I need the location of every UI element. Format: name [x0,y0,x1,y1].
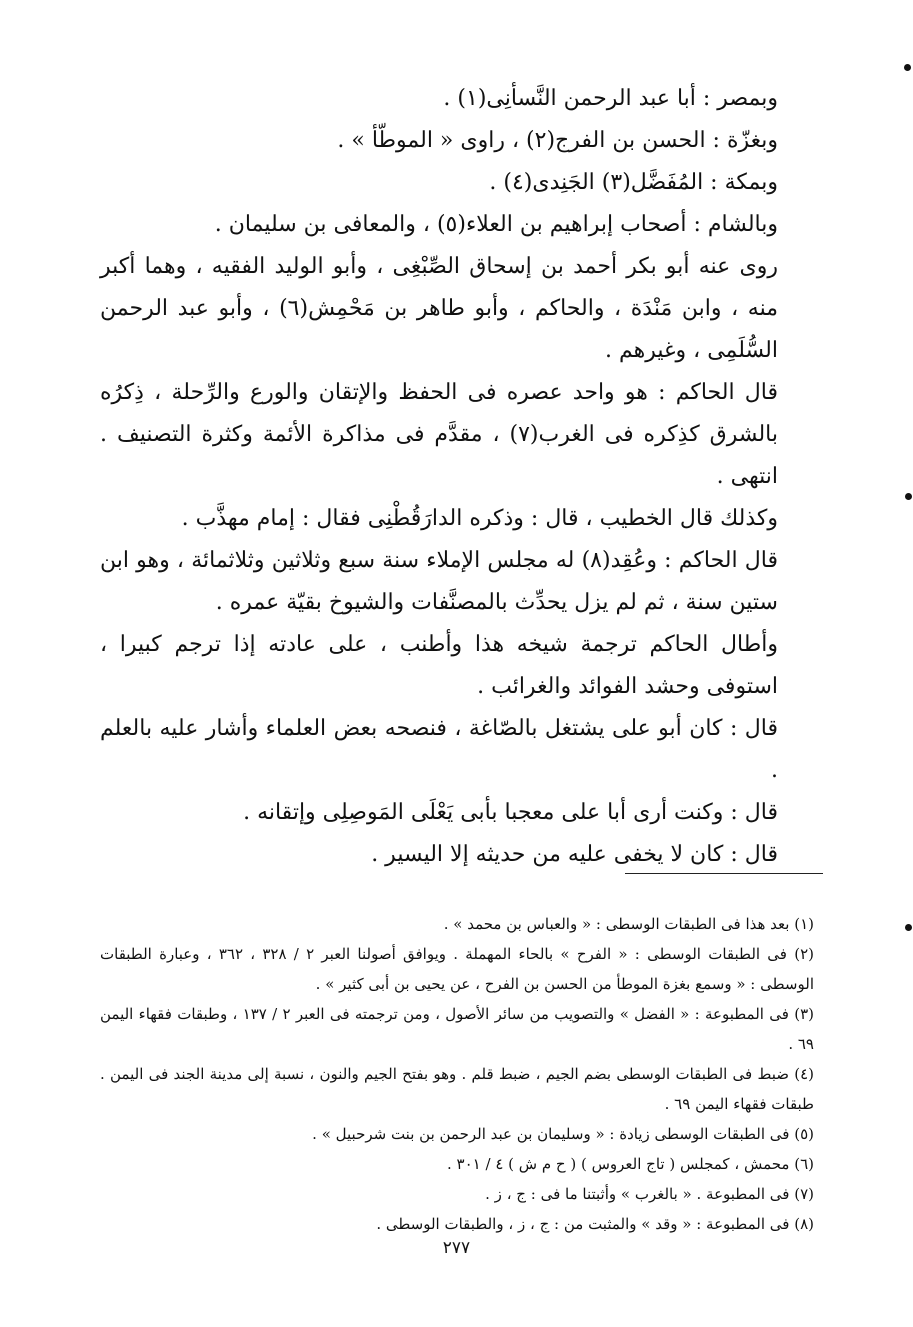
paragraph: قال الحاكم : هو واحد عصره فى الحفظ والإتقان والورع والرِّحلة ، ذِكرُه بالشرق كذِكره فى الغرب(٧) ، مقدَّم فى مذاكرة الأئمة وكثرة التصنيف . انتهى . [100,380,779,489]
footnotes [100,909,814,1239]
paragraph: قال : كان لا يخفى عليه من حديثه إلا اليسير . [371,842,778,867]
paragraph: روى عنه أبو بكر أحمد بن إسحاق الصِّبْغِى ، وأبو الوليد الفقيه ، وهما أكبر منه ، وابن مَنْدَة ، والحاكم ، وأبو طاهر بن مَحْمِش(٦) ، وأبو عبد الرحمن السُّلَمِى ، وغيرهم . [100,254,778,363]
footnote: (٣) فى المطبوعة : « الفضل » والتصويب من سائر الأصول ، ومن ترجمته فى العبر ٢ / ١٣٧ ، وطبقات فقهاء اليمن ٦٩ . [100,1005,814,1053]
paragraph: وأطال الحاكم ترجمة شيخه هذا وأطنب ، على عادته إذا ترجم كبيرا ، استوفى وحشد الفوائد والغرائب . [100,632,778,699]
paragraph: قال : وكنت أرى أبا على معجبا بأبى يَعْلَى المَوصِلِى وإتقانه . [243,800,778,825]
paragraph: قال : كان أبو على يشتغل بالصّاغة ، فنصحه بعض العلماء وأشار عليه بالعلم . [100,716,778,783]
page-number: ٢٧٧ [442,1238,471,1258]
text-line: وبمكة : المُفَضَّل(٣) الجَنِدى(٤) . [489,170,778,195]
text-line: وبالشام : أصحاب إبراهيم بن العلاء(٥) ، والمعافى بن سليمان . [214,212,778,237]
footnote: (٦) محمش ، كمجلس ( تاج العروس ) ( ح م ش ) ٤ / ٣٠١ . [447,1155,814,1173]
main-text [100,78,814,876]
footnote: (٤) ضبط فى الطبقات الوسطى بضم الجيم ، ضبط قلم . وهو بفتح الجيم والنون ، نسبة إلى مدينة الجند فى اليمن . طبقات فقهاء اليمن ٦٩ . [100,1065,814,1113]
paragraph: قال الحاكم : وعُقِد(٨) له مجلس الإملاء سنة سبع وثلاثين وثلاثمائة ، وهو ابن ستين سنة ، ثم لم يزل يحدِّث بالمصنَّفات والشيوخ بقيّة عمره . [100,548,778,615]
footnote-separator [625,873,823,874]
footnote: (٨) فى المطبوعة : « وقد » والمثبت من : ج ، ز ، والطبقات الوسطى . [376,1215,814,1233]
paragraph: وكذلك قال الخطيب ، قال : وذكره الدارَقُطْنِى فقال : إمام مهذَّب . [181,506,778,531]
margin-mark [904,64,911,71]
margin-mark [905,493,912,500]
footnote: (٧) فى المطبوعة . « بالغرب » وأثبتنا ما فى : ج ، ز . [485,1185,814,1203]
text-line: وبغزّة : الحسن بن الفرج(٢) ، راوى « الموطّأ » . [337,128,778,153]
footnote: (١) بعد هذا فى الطبقات الوسطى : « والعباس بن محمد » . [443,915,814,933]
footnote: (٥) فى الطبقات الوسطى زيادة : « وسليمان بن عبد الرحمن بن بنت شرحبيل » . [312,1125,814,1143]
footnote: (٢) فى الطبقات الوسطى : « الفرح » بالحاء المهملة . ويوافق أصولنا العبر ٢ / ٣٢٨ ، ٣٦٢ ، وعبارة الطبقات الوسطى : « وسمع بغزة الموطأ من الحسن بن الفرح ، عن يحيى بن أبى كثير » . [100,945,815,993]
margin-mark [905,924,912,931]
text-line: وبمصر : أبا عبد الرحمن النَّسأنِى(١) . [443,86,778,111]
